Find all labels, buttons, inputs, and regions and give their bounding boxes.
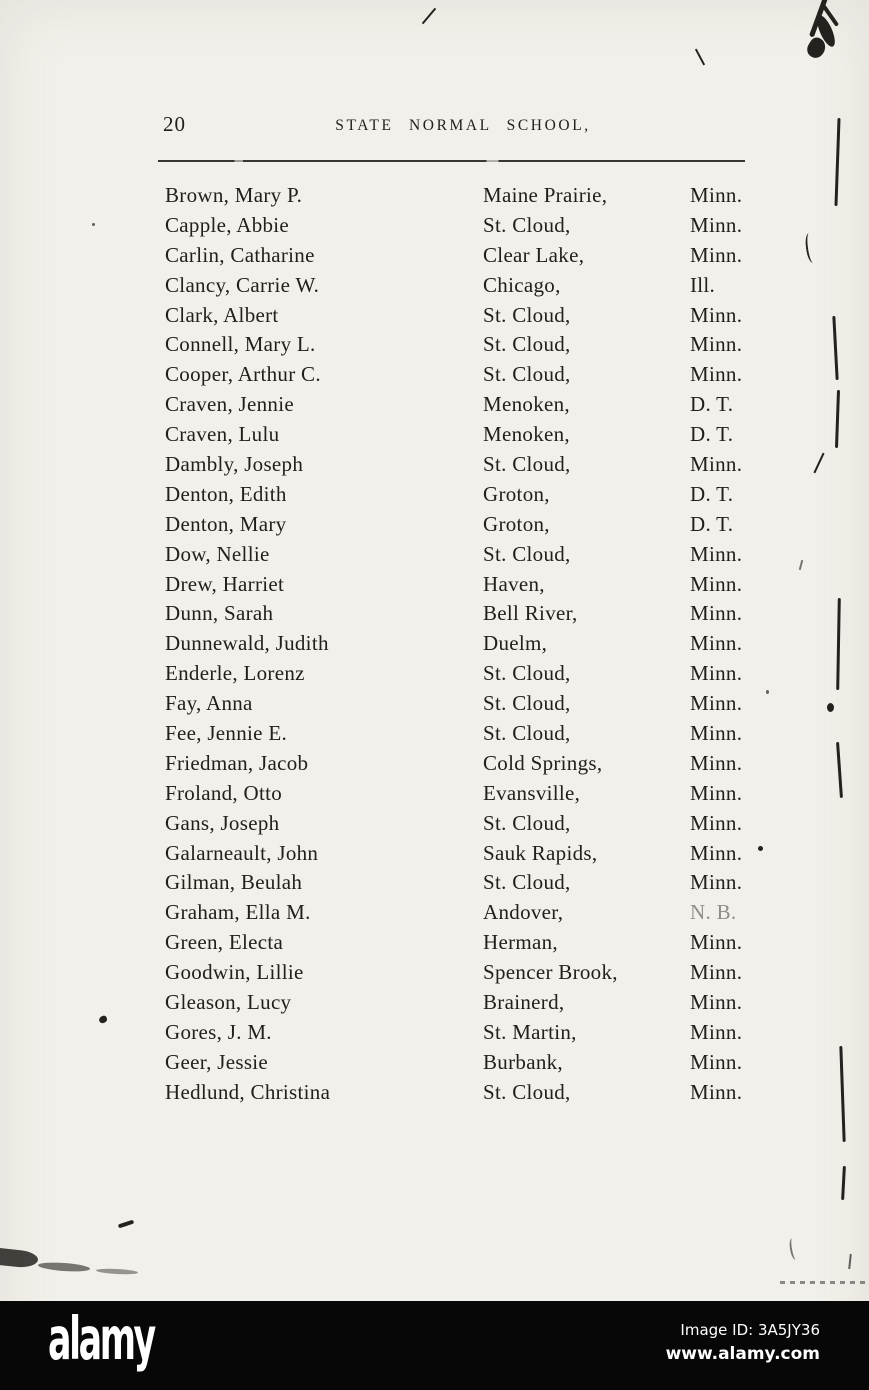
roster-row [165, 898, 753, 928]
student-city: Bell River, [483, 601, 578, 626]
scan-artifact [695, 49, 705, 66]
roster-row [165, 330, 753, 360]
student-city: St. Martin, [483, 1019, 577, 1044]
student-state: D. T. [690, 511, 734, 536]
roster-row [165, 540, 753, 570]
student-state: Minn. [690, 631, 743, 656]
student-state: D. T. [690, 392, 734, 417]
roster-row [165, 1048, 753, 1078]
student-city: Clear Lake, [483, 242, 585, 267]
student-city: St. Cloud, [483, 870, 571, 895]
student-state: Minn. [690, 362, 743, 387]
roster-row [165, 420, 753, 450]
student-name: Denton, Edith [165, 481, 287, 506]
student-city: Menoken, [483, 392, 570, 417]
student-city: St. Cloud, [483, 302, 571, 327]
scan-artifact [804, 232, 818, 263]
student-city: Maine Prairie, [483, 183, 608, 207]
page-number: 20 [163, 112, 186, 136]
student-name: Dambly, Joseph [165, 452, 304, 477]
student-city: Groton, [483, 481, 550, 506]
student-name: Dunnewald, Judith [165, 631, 329, 656]
roster-row [165, 211, 753, 241]
student-city: Haven, [483, 571, 545, 596]
roster-row [165, 241, 753, 271]
student-name: Green, Electa [165, 930, 284, 955]
student-name: Denton, Mary [165, 511, 287, 536]
student-city: Evansville, [483, 780, 581, 805]
student-state: Minn. [690, 541, 743, 566]
student-name: Cooper, Arthur C. [165, 362, 321, 387]
student-city: Burbank, [483, 1049, 563, 1074]
student-state: Minn. [690, 661, 743, 686]
student-city: Duelm, [483, 631, 548, 656]
student-city: St. Cloud, [483, 661, 571, 686]
student-name: Clark, Albert [165, 302, 279, 327]
student-name: Craven, Jennie [165, 392, 294, 417]
scan-artifact [780, 1281, 866, 1284]
student-name: Dow, Nellie [165, 541, 270, 566]
roster-row [165, 599, 753, 629]
student-name: Dunn, Sarah [165, 601, 274, 626]
scan-artifact [758, 846, 763, 851]
scan-artifact [92, 223, 95, 226]
scan-artifact [118, 1220, 134, 1229]
student-city: St. Cloud, [483, 332, 571, 357]
page-edge-line [841, 1166, 846, 1200]
scan-artifact [766, 690, 769, 694]
roster-row [165, 988, 753, 1018]
student-name: Froland, Otto [165, 780, 283, 805]
student-state: N. B. [690, 900, 737, 925]
student-state: Minn. [690, 212, 743, 237]
roster-row [165, 450, 753, 480]
header-rule-divider [158, 160, 745, 162]
page-edge-line [832, 316, 838, 380]
student-city: Groton, [483, 511, 550, 536]
student-name: Gans, Joseph [165, 810, 280, 835]
student-city: St. Cloud, [483, 721, 571, 746]
student-state: Minn. [690, 750, 743, 775]
student-city: St. Cloud, [483, 691, 571, 716]
scan-artifact [827, 703, 834, 712]
student-name: Brown, Mary P. [165, 183, 303, 207]
student-state: Minn. [690, 183, 743, 207]
student-name: Fay, Anna [165, 691, 253, 716]
student-name: Graham, Ella M. [165, 900, 311, 925]
roster-row [165, 719, 753, 749]
roster-row [165, 868, 753, 898]
student-state: Minn. [690, 930, 743, 955]
student-state: Minn. [690, 452, 743, 477]
page-edge-line [836, 742, 843, 798]
student-state: Minn. [690, 1049, 743, 1074]
student-name: Hedlund, Christina [165, 1079, 331, 1104]
page-edge-line [839, 1046, 845, 1142]
student-city: Menoken, [483, 422, 570, 447]
scan-artifact [0, 1248, 39, 1269]
scan-artifact [422, 8, 436, 25]
student-state: Minn. [690, 242, 743, 267]
student-state: Minn. [690, 1079, 743, 1104]
watermark-bar [0, 1301, 869, 1390]
student-city: St. Cloud, [483, 362, 571, 387]
student-city: Chicago, [483, 272, 561, 297]
roster-row [165, 1018, 753, 1048]
student-city: Brainerd, [483, 990, 565, 1015]
roster-row [165, 629, 753, 659]
student-name: Connell, Mary L. [165, 332, 316, 357]
roster-row [165, 570, 753, 600]
student-name: Geer, Jessie [165, 1049, 269, 1074]
roster-row [165, 809, 753, 839]
roster-row [165, 301, 753, 331]
roster-row [165, 749, 753, 779]
student-name: Craven, Lulu [165, 422, 280, 447]
student-state: Minn. [690, 601, 743, 626]
student-state: Minn. [690, 332, 743, 357]
student-name: Clancy, Carrie W. [165, 272, 320, 297]
student-state: Ill. [690, 272, 716, 297]
student-name: Friedman, Jacob [165, 750, 309, 775]
roster-row [165, 390, 753, 420]
student-city: Cold Springs, [483, 750, 603, 775]
roster-row [165, 1078, 753, 1108]
roster-row [165, 510, 753, 540]
student-state: Minn. [690, 990, 743, 1015]
scan-artifact [38, 1261, 90, 1273]
student-state: Minn. [690, 840, 743, 865]
student-city: St. Cloud, [483, 810, 571, 835]
student-city: St. Cloud, [483, 212, 571, 237]
roster-row [165, 271, 753, 301]
student-state: Minn. [690, 1019, 743, 1044]
roster-row [165, 360, 753, 390]
scan-artifact [848, 1254, 852, 1269]
student-state: D. T. [690, 422, 734, 447]
page-edge-line [836, 598, 841, 690]
roster-row [165, 659, 753, 689]
student-state: Minn. [690, 810, 743, 835]
roster-row [165, 480, 753, 510]
student-name: Gleason, Lucy [165, 990, 292, 1015]
student-state: Minn. [690, 302, 743, 327]
student-city: Sauk Rapids, [483, 840, 598, 865]
scan-artifact [788, 1237, 800, 1260]
student-name: Enderle, Lorenz [165, 661, 305, 686]
student-name: Capple, Abbie [165, 212, 290, 237]
student-city: St. Cloud, [483, 452, 571, 477]
alamy-logo: alamy [48, 1303, 154, 1374]
student-name: Drew, Harriet [165, 571, 285, 596]
scan-artifact [813, 453, 824, 474]
student-name: Galarneault, John [165, 840, 319, 865]
watermark-url: www.alamy.com [665, 1344, 820, 1364]
watermark-image-id: Image ID: 3A5JY36 [680, 1321, 820, 1339]
roster-row [165, 928, 753, 958]
page-header-title: STATE NORMAL SCHOOL, [335, 117, 591, 134]
student-name: Goodwin, Lillie [165, 960, 304, 985]
student-state: Minn. [690, 960, 743, 985]
roster-row [165, 689, 753, 719]
student-state: Minn. [690, 571, 743, 596]
student-roster-table [165, 181, 753, 1108]
student-name: Carlin, Catharine [165, 242, 315, 267]
roster-row [165, 779, 753, 809]
student-city: Andover, [483, 900, 564, 925]
student-name: Gilman, Beulah [165, 870, 303, 895]
scan-artifact [98, 1015, 108, 1024]
student-state: Minn. [690, 721, 743, 746]
student-city: St. Cloud, [483, 1079, 571, 1104]
student-city: Spencer Brook, [483, 960, 618, 985]
roster-row [165, 181, 753, 211]
student-city: St. Cloud, [483, 541, 571, 566]
student-state: D. T. [690, 481, 734, 506]
roster-row [165, 958, 753, 988]
student-name: Fee, Jennie E. [165, 721, 287, 746]
student-state: Minn. [690, 780, 743, 805]
student-state: Minn. [690, 691, 743, 716]
page-edge-line [834, 118, 840, 206]
student-state: Minn. [690, 870, 743, 895]
scan-artifact [799, 560, 804, 570]
page-edge-line [835, 390, 840, 448]
roster-row [165, 839, 753, 869]
student-city: Herman, [483, 930, 558, 955]
student-name: Gores, J. M. [165, 1019, 272, 1044]
scan-artifact [96, 1268, 138, 1275]
